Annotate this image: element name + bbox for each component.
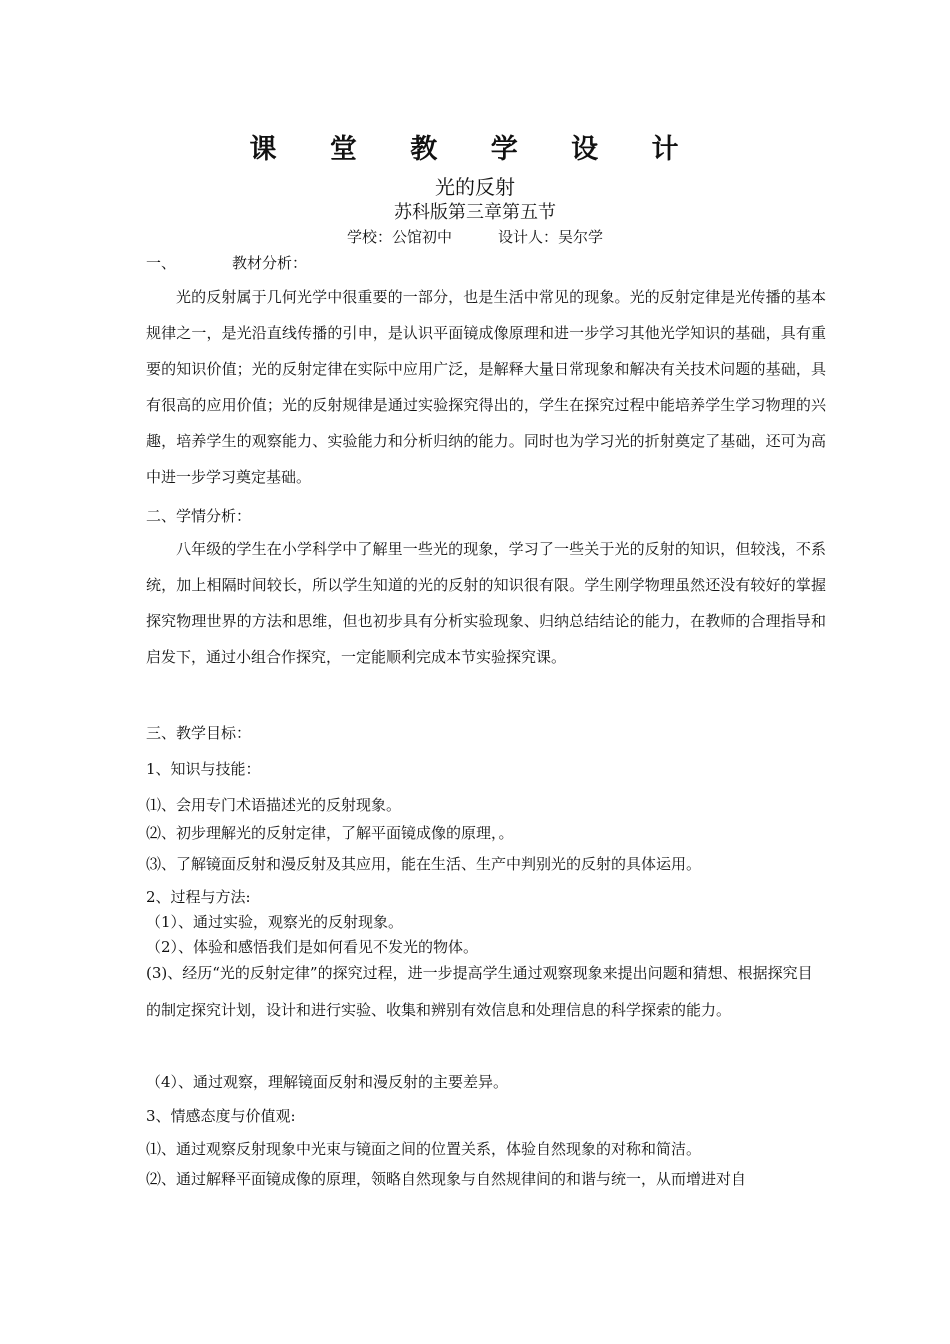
designer-name: 设计人：吴尔学	[498, 228, 604, 246]
section-2-paragraph: 八年级的学生在小学科学中了解里一些光的现象，学习了一些关于光的反射的知识，但较浅，不系统，加上相隔时间较长，所以学生知道的光的反射的知识很有限。学生刚学物理虽然还没有较好的掌握探究物理世界的方法和思维，但也初步具有分析实验现象、归纳总结结论的能力，在教师的合理指导和启发下，通过小组合作探究，一定能顺利完成本节实验探究课。	[146, 540, 826, 666]
section-number: 一、	[146, 254, 177, 272]
section-heading-3: 三、教学目标：	[146, 724, 252, 742]
goal-3-item: ⑴、通过观察反射现象中光束与镜面之间的位置关系，体验自然现象的对称和简洁。	[146, 1140, 702, 1158]
section-heading-2: 二、学情分析：	[146, 507, 252, 525]
section-1-paragraph: 光的反射属于几何光学中很重要的一部分，也是生活中常见的现象。光的反射定律是光传播的基本规律之一，是光沿直线传播的引申，是认识平面镜成像原理和进一步学习其他光学知识的基础，具有重要的知识价值；光的反射定律在实际中应用广泛，是解释大量日常现象和解决有关技术问题的基础，具有很高的应用价值；光的反射规律是通过实验探究得出的，学生在探究过程中能培养学生学习物理的兴趣，培养学生的观察能力、实验能力和分析归纳的能力。同时也为学习光的折射奠定了基础，还可为高中进一步学习奠定基础。	[146, 288, 826, 486]
school-name: 学校：公馆初中	[346, 228, 452, 246]
goal-2-item: （2）、体验和感悟我们是如何看见不发光的物体。	[146, 938, 479, 956]
goal-2-item: (3)、经历“光的反射定律”的探究过程，进一步提高学生通过观察现象来提出问题和猜想、根据探究目的制定探究计划，设计和进行实验、收集和辨别有效信息和处理信息的科学探索的能力。	[146, 964, 813, 1019]
section-title: 教材分析：	[232, 254, 308, 272]
section-heading-1	[146, 252, 307, 274]
goal-2-heading: 2、过程与方法:	[146, 888, 251, 906]
goal-2-item: （4）、通过观察，理解镜面反射和漫反射的主要差异。	[146, 1073, 509, 1091]
goal-1-item: ⑵、初步理解光的反射定律，了解平面镜成像的原理，。	[146, 824, 514, 842]
goal-2-item: （1）、通过实验，观察光的反射现象。	[146, 913, 404, 931]
chapter-label: 苏科版第三章第五节	[394, 202, 556, 223]
goal-1-heading: 1、知识与技能：	[146, 760, 261, 778]
goal-1-item: ⑶、了解镜面反射和漫反射及其应用，能在生活、生产中判别光的反射的具体运用。	[146, 855, 702, 873]
goal-3-item: ⑵、通过解释平面镜成像的原理，领略自然现象与自然规律间的和谐与统一，从而增进对自	[146, 1170, 747, 1188]
document-title: 课 堂 教 学 设 计	[249, 134, 701, 165]
lesson-title: 光的反射	[435, 175, 515, 199]
goal-3-heading: 3、情感态度与价值观:	[146, 1107, 296, 1125]
author-line	[0, 226, 950, 248]
goal-1-item: ⑴、会用专门术语描述光的反射现象。	[146, 796, 402, 814]
